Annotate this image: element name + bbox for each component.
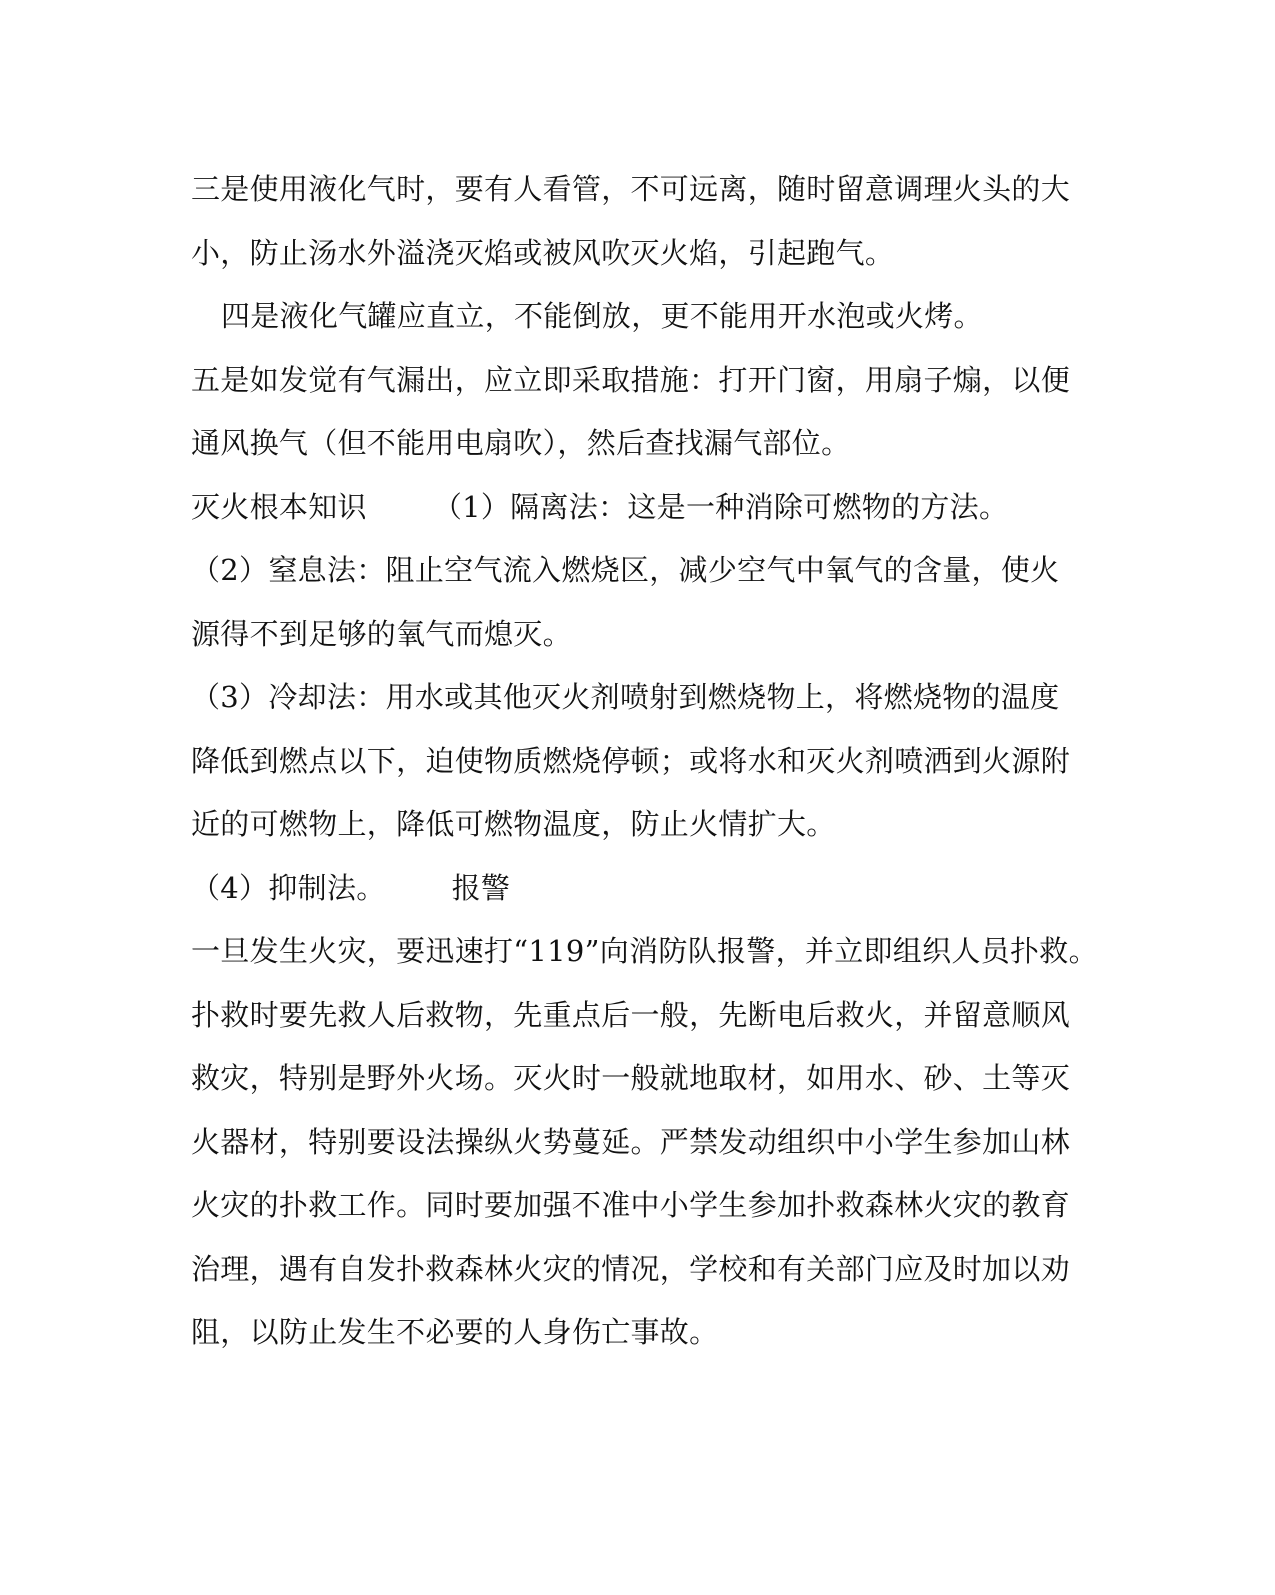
text-line: 一旦发生火灾，要迅速打“119”向消防队报警，并立即组织人员扑救。 [191, 934, 1098, 968]
section-heading: 报警 [451, 870, 511, 905]
text-line: 源得不到足够的氧气而熄灭。 [191, 616, 572, 651]
text-line: 小，防止汤水外溢浇灭焰或被风吹灭火焰，引起跑气。 [191, 235, 895, 270]
document-body [191, 158, 1098, 1365]
text-line: 火器材，特别要设法操纵火势蔓延。严禁发动组织中小学生参加山林 [191, 1124, 1071, 1159]
text-segment: （1）隔离法：这是一种消除可燃物的方法。 [432, 489, 1009, 524]
text-line: 五是如发觉有气漏出，应立即采取措施：打开门窗，用扇子煽，以便 [191, 362, 1071, 397]
text-line: 四是液化气罐应直立，不能倒放，更不能用开水泡或火烤。 [221, 299, 983, 333]
text-line: 阻，以防止发生不必要的人身伤亡事故。 [191, 1315, 719, 1349]
text-line: 近的可燃物上，降低可燃物温度，防止火情扩大。 [191, 807, 836, 841]
text-line: （3）冷却法：用水或其他灭火剂喷射到燃烧物上，将燃烧物的温度 [191, 680, 1060, 714]
text-line: 三是使用液化气时，要有人看管，不可远离，随时留意调理火头的大 [191, 172, 1071, 206]
text-line [191, 476, 1061, 540]
text-line: 降低到燃点以下，迫使物质燃烧停顿；或将水和灭火剂喷洒到火源附 [191, 743, 1071, 778]
text-line: 通风换气（但不能用电扇吹），然后查找漏气部位。 [191, 426, 851, 460]
text-line: 火灾的扑救工作。同时要加强不准中小学生参加扑救森林火灾的教育 [191, 1188, 1071, 1222]
text-line: 治理，遇有自发扑救森林火灾的情况，学校和有关部门应及时加以劝 [191, 1251, 1071, 1286]
text-line: （2）窒息法：阻止空气流入燃烧区，减少空气中氧气的含量，使火 [191, 553, 1060, 587]
text-line [191, 857, 1061, 921]
text-line: 救灾，特别是野外火场。灭火时一般就地取材，如用水、砂、土等灭 [191, 1061, 1071, 1095]
text-segment: （4）抑制法。 [191, 870, 386, 905]
text-line: 扑救时要先救人后救物，先重点后一般，先断电后救火，并留意顺风 [191, 997, 1071, 1032]
section-heading: 灭火根本知识 [191, 489, 367, 524]
